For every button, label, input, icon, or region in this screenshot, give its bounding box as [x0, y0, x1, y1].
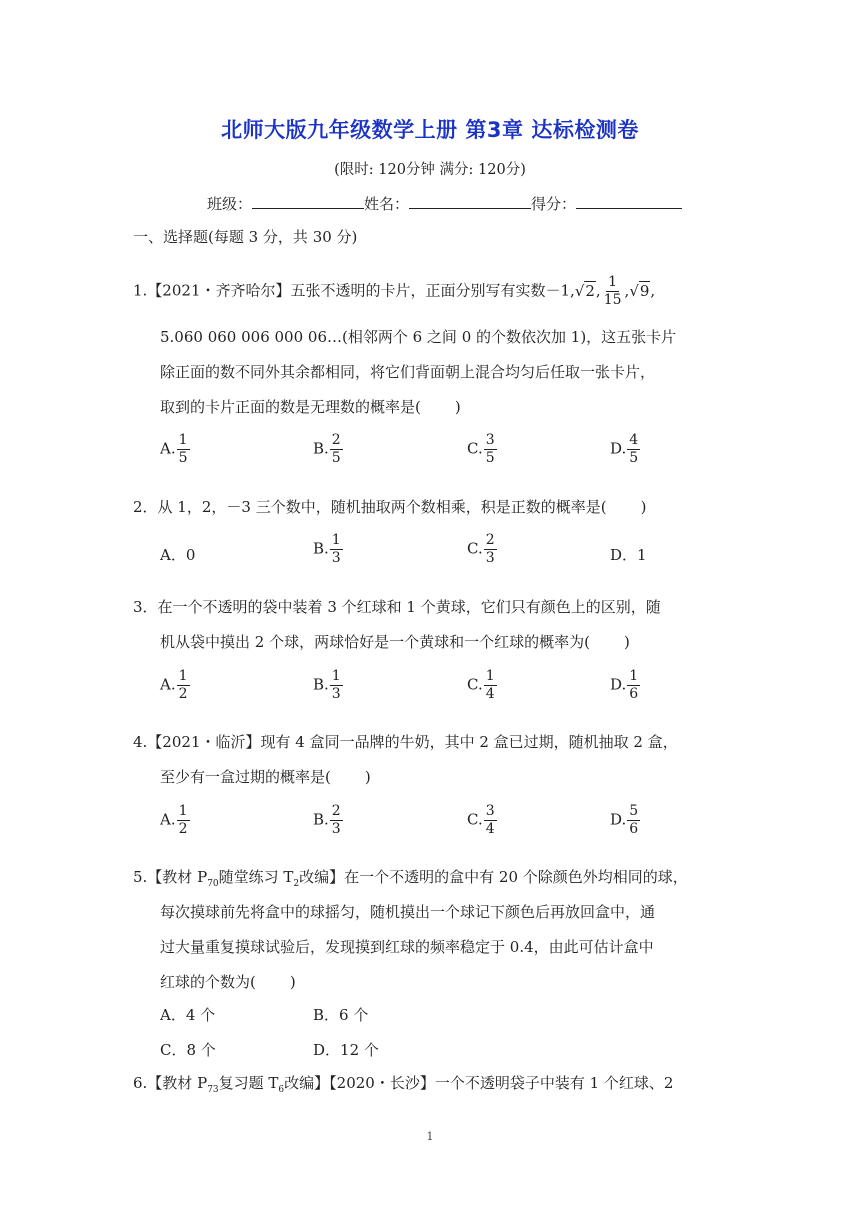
frac-denominator: 5: [331, 450, 341, 466]
option-label: B.: [313, 539, 329, 558]
class-blank: [252, 192, 364, 209]
option-label: D.: [610, 439, 627, 458]
option-label: D.: [610, 810, 627, 829]
q1-option-c[interactable]: [467, 432, 498, 467]
section-heading: 一、选择题(每题 3 分，共 30 分): [133, 228, 358, 246]
page-number: 1: [426, 1130, 434, 1143]
q6-text: 复习题 T: [218, 1074, 279, 1092]
q5-paren-close: ): [289, 973, 296, 991]
q3-option-a[interactable]: [160, 668, 191, 703]
q1-frac-denominator: 15: [603, 292, 622, 308]
q4-paren-close: ): [364, 768, 371, 786]
q1-options: [160, 432, 760, 476]
frac-numerator: 4: [629, 432, 639, 448]
q6-text: 6.【教材 P: [133, 1074, 208, 1092]
q1-sqrt-2: [575, 282, 596, 300]
frac-denominator: 4: [485, 821, 495, 837]
option-fraction: [627, 432, 640, 467]
option-label: C.: [467, 539, 483, 558]
q5-page-sub: 70: [207, 879, 219, 889]
option-label: A.: [160, 675, 176, 694]
frac-denominator: 3: [331, 821, 341, 837]
option-fraction: [177, 803, 190, 838]
frac-denominator: 6: [629, 686, 639, 702]
q5-text: 5.【教材 P: [133, 868, 208, 886]
q1-option-a[interactable]: [160, 432, 191, 467]
frac-denominator: 2: [178, 686, 188, 702]
q5-line4: [160, 971, 296, 992]
q1-sqrt-9-arg: 9: [639, 281, 650, 300]
option-label: D.: [610, 675, 627, 694]
frac-denominator: 4: [485, 686, 495, 702]
q3-options: [160, 668, 760, 712]
q5-option-d[interactable]: D．12 个: [313, 1041, 379, 1059]
q1-comma: ,: [650, 281, 656, 300]
q2-option-a[interactable]: A．0: [160, 546, 196, 564]
option-fraction: [177, 432, 190, 467]
frac-denominator: 5: [485, 450, 495, 466]
q6-task-sub: 6: [278, 1085, 285, 1095]
q1-option-d[interactable]: [610, 432, 641, 467]
frac-numerator: 1: [485, 668, 495, 684]
q4-line2: [160, 766, 371, 787]
frac-numerator: 1: [629, 668, 639, 684]
option-label: B.: [313, 675, 329, 694]
name-blank: [409, 192, 531, 209]
q1-paren-close: ): [454, 398, 461, 416]
q5-line3: 过大量重复摸球试验后，发现摸到红球的频率稳定于 0.4，由此可估计盒中: [160, 938, 654, 956]
q5-option-b[interactable]: B．6 个: [313, 1006, 369, 1024]
q6-text: 改编】【2020・长沙】一个不透明袋子中装有 1 个红球、2: [284, 1074, 674, 1092]
option-fraction: [330, 803, 343, 838]
option-label: C.: [467, 810, 483, 829]
q5-task-sub: 2: [293, 879, 300, 889]
option-label: C.: [467, 675, 483, 694]
frac-denominator: 3: [331, 550, 341, 566]
frac-numerator: 1: [178, 432, 188, 448]
frac-numerator: 1: [178, 668, 188, 684]
q2-paren-close: ): [640, 498, 647, 516]
frac-numerator: 3: [485, 803, 495, 819]
q5-text: 改编】在一个不透明的盒中有 20 个除颜色外均相同的球，: [299, 868, 688, 886]
option-fraction: [330, 668, 343, 703]
q3-line1: 3．在一个不透明的袋中装着 3 个红球和 1 个黄球，它们只有颜色上的区别，随: [133, 598, 661, 616]
option-label: C.: [467, 439, 483, 458]
page-title: 北师大版九年级数学上册 第3章 达标检测卷: [221, 118, 639, 142]
q5-line1: [133, 866, 688, 889]
q5-text: 随堂练习 T: [218, 868, 294, 886]
q6-page-sub: 73: [207, 1085, 219, 1095]
option-fraction: [484, 668, 497, 703]
q5-option-c[interactable]: C．8 个: [160, 1041, 216, 1059]
option-label: B.: [313, 810, 329, 829]
frac-numerator: 5: [629, 803, 639, 819]
option-fraction: [330, 532, 343, 567]
frac-numerator: 1: [178, 803, 188, 819]
q2-option-d[interactable]: D．1: [610, 546, 647, 564]
frac-numerator: 2: [485, 532, 495, 548]
q3-paren-close: ): [623, 633, 630, 651]
q3-option-c[interactable]: [467, 668, 498, 703]
option-fraction: [330, 432, 343, 467]
frac-denominator: 5: [178, 450, 188, 466]
q1-text: 1.【2021・齐齐哈尔】五张不透明的卡片，正面分别写有实数－1,: [133, 281, 575, 300]
q4-line1: 4.【2021・临沂】现有 4 盒同一品牌的牛奶，其中 2 盒已过期，随机抽取 2 盒，: [133, 733, 678, 751]
sqrt-icon: √: [629, 281, 639, 300]
q4-stem-end: 至少有一盒过期的概率是(: [160, 768, 331, 786]
frac-numerator: 2: [331, 432, 341, 448]
option-fraction: [484, 432, 497, 467]
frac-denominator: 2: [178, 821, 188, 837]
page-subtitle: (限时: 120分钟 满分: 120分): [334, 162, 526, 178]
q1-sqrt-2-arg: 2: [585, 281, 595, 300]
frac-numerator: 3: [485, 432, 495, 448]
q1-fraction: [602, 274, 624, 309]
score-blank: [576, 192, 682, 209]
option-label: B.: [313, 439, 329, 458]
frac-denominator: 3: [485, 550, 495, 566]
frac-denominator: 6: [629, 821, 639, 837]
option-fraction: [484, 803, 497, 838]
student-info-line: [207, 192, 682, 214]
q4-option-c[interactable]: [467, 803, 498, 838]
option-fraction: [177, 668, 190, 703]
class-label: 班级：: [207, 195, 253, 213]
frac-denominator: 5: [629, 450, 639, 466]
frac-numerator: 1: [331, 532, 341, 548]
q3-option-d[interactable]: [610, 668, 641, 703]
q1-frac-numerator: 1: [608, 274, 618, 290]
q1-line3: 除正面的数不同外其余都相同，将它们背面朝上混合均匀后任取一张卡片，: [160, 363, 656, 381]
q1-sqrt-9: [629, 282, 650, 300]
q5-stem-end: 红球的个数为(: [160, 973, 256, 991]
q1-comma: ,: [624, 281, 630, 300]
option-fraction: [484, 532, 497, 567]
score-label: 得分：: [531, 195, 577, 213]
q3-stem-end: 机从袋中摸出 2 个球，两球恰好是一个黄球和一个红球的概率为(: [160, 633, 590, 651]
q2-option-b[interactable]: [313, 532, 344, 567]
option-label: A.: [160, 439, 176, 458]
q5-option-a[interactable]: A．4 个: [160, 1006, 216, 1024]
q5-line2: 每次摸球前先将盒中的球摇匀，随机摸出一个球记下颜色后再放回盒中，通: [160, 903, 656, 921]
q4-option-a[interactable]: [160, 803, 191, 838]
q1-line1: [133, 274, 655, 309]
q3-line2: [160, 631, 630, 652]
q4-option-d[interactable]: [610, 803, 641, 838]
name-label: 姓名：: [364, 195, 410, 213]
q1-stem-end: 取到的卡片正面的数是无理数的概率是(: [160, 398, 421, 416]
q2-option-c[interactable]: [467, 532, 498, 567]
q1-comma: ,: [595, 281, 601, 300]
q4-option-b[interactable]: [313, 803, 344, 838]
option-fraction: [627, 803, 640, 838]
option-label: A.: [160, 810, 176, 829]
q1-line2: 5.060 060 006 000 06…(相邻两个 6 之间 0 的个数依次加 1)，这五张卡片: [160, 328, 677, 346]
q1-line4: [160, 396, 461, 417]
frac-denominator: 3: [331, 686, 341, 702]
q1-option-b[interactable]: [313, 432, 344, 467]
q4-options: [160, 803, 760, 847]
frac-numerator: 2: [331, 803, 341, 819]
q3-option-b[interactable]: [313, 668, 344, 703]
q2-line1: [133, 496, 646, 517]
q2-stem: 2．从 1，2，－3 三个数中，随机抽取两个数相乘，积是正数的概率是(: [133, 498, 607, 516]
q6-line1: [133, 1072, 673, 1095]
q2-options: [160, 532, 760, 576]
frac-numerator: 1: [331, 668, 341, 684]
sqrt-icon: √: [574, 281, 585, 300]
option-fraction: [627, 668, 640, 703]
